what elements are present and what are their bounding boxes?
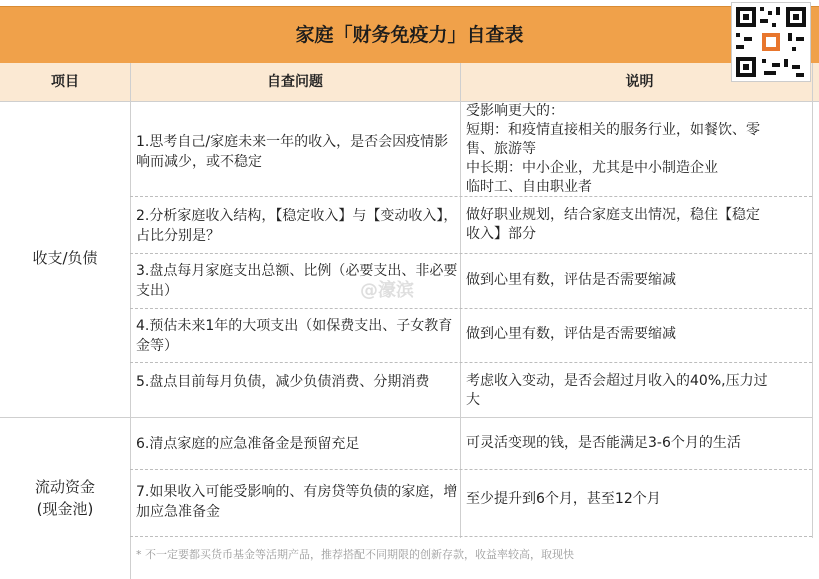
table-title: 家庭「财务免疫力」自查表 [295, 24, 524, 46]
header-row [0, 63, 819, 102]
question-cell: 7.如果收入可能受影响的、有房贷等负债的家庭，增加应急准备金 [136, 484, 458, 520]
title-bar [0, 6, 819, 64]
row-divider [130, 253, 812, 254]
header-note: 说明 [625, 74, 654, 90]
note-cell [466, 102, 812, 197]
note-line: 做好职业规划，结合家庭支出情况，稳住【稳定 [466, 207, 760, 223]
note-line: 短期：和疫情直接相关的服务行业，如餐饮、零 [466, 122, 760, 138]
column-divider [812, 63, 813, 538]
category-liquid-funds [0, 476, 130, 520]
header-question: 自查问题 [267, 74, 323, 90]
row-divider [130, 536, 812, 537]
qr-code-icon [731, 2, 811, 82]
row-divider [130, 362, 812, 363]
note-line: 做到心里有数，评估是否需要缩减 [466, 272, 676, 288]
header-item: 项目 [51, 74, 79, 90]
footnote: * 不一定要都买货币基金等活期产品，推荐搭配不同期限的创新存款，收益率较高，取现快 [136, 548, 574, 561]
category-label: (现金池) [36, 500, 94, 518]
qr-code-graphic [732, 3, 810, 81]
question-cell: 3.盘点每月家庭支出总额、比例（必要支出、非必要支出） [136, 263, 458, 299]
note-cell [466, 434, 812, 453]
column-divider [130, 63, 131, 579]
category-income-debt: 收支/负债 [32, 249, 98, 267]
watermark: @濠滨 [360, 280, 414, 301]
category-label: 流动资金 [34, 478, 95, 496]
question-cell: 2.分析家庭收入结构，【稳定收入】与【变动收入】，占比分别是？ [136, 208, 458, 244]
section-divider [0, 417, 812, 418]
note-line: 售、旅游等 [466, 141, 536, 157]
note-line: 至少提升到6个月，甚至12个月 [466, 491, 661, 507]
note-cell [466, 372, 812, 410]
note-line: 临时工、自由职业者 [466, 179, 592, 195]
note-cell [466, 271, 812, 290]
note-line: 做到心里有数，评估是否需要缩减 [466, 326, 676, 342]
note-line: 受影响更大的： [466, 103, 564, 119]
note-line: 大 [466, 392, 480, 408]
note-cell [466, 206, 812, 244]
note-cell [466, 490, 812, 509]
question-cell: 6.清点家庭的应急准备金是预留充足 [136, 436, 360, 452]
column-divider [460, 63, 461, 538]
question-cell: 4.预估未来1年的大项支出（如保费支出、子女教育金等） [136, 318, 453, 354]
note-cell [466, 325, 812, 344]
question-cell: 1.思考自己/家庭未来一年的收入，是否会因疫情影响而减少，或不稳定 [136, 134, 449, 170]
note-line: 可灵活变现的钱，是否能满足3-6个月的生活 [466, 435, 741, 451]
note-line: 考虑收入变动，是否会超过月收入的40%,压力过 [466, 373, 768, 389]
question-cell: 5.盘点目前每月负债，减少负债消费、分期消费 [136, 374, 430, 390]
row-divider [130, 308, 812, 309]
row-divider [130, 469, 812, 470]
note-line: 中长期：中小企业，尤其是中小制造企业 [466, 160, 718, 176]
note-line: 收入】部分 [466, 226, 536, 242]
